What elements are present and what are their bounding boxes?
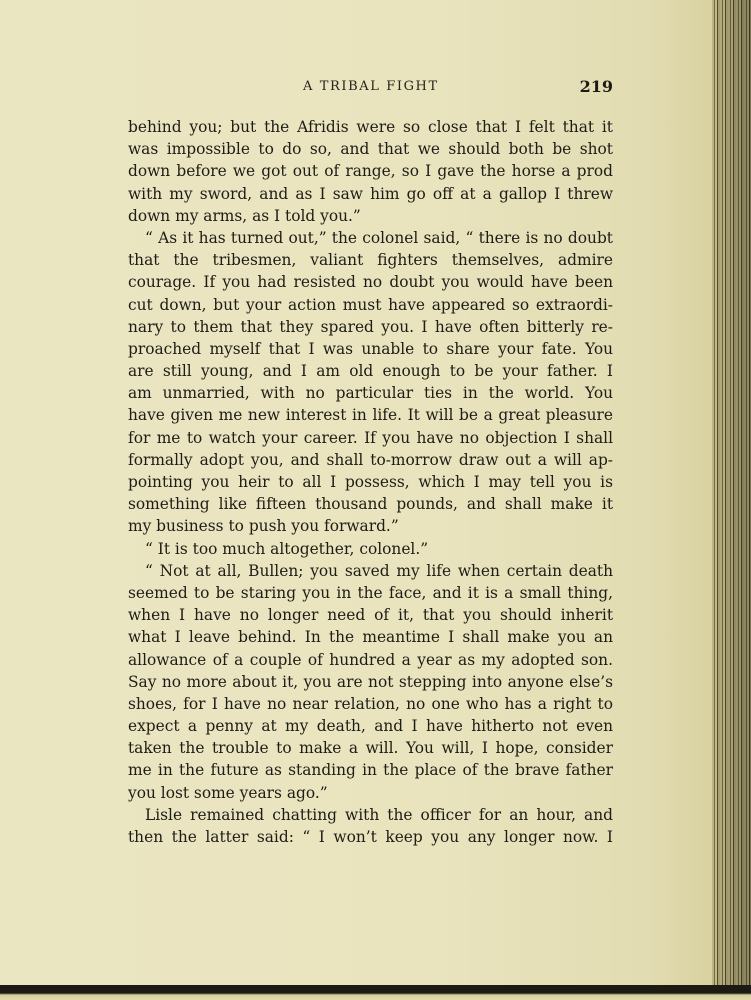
text-line: Lisle remained chatting with the officer for an hour, and xyxy=(145,805,613,824)
text-line: have given me new interest in life. It will be a great pleasure xyxy=(128,406,613,425)
text-line: cut down, but your action must have appeared so extraordi- xyxy=(128,295,613,314)
text-line: shoes, for I have no near relation, no one who has a right to xyxy=(128,694,613,713)
text-line: “ Not at all, Bullen; you saved my life when certain death xyxy=(145,561,613,580)
running-head xyxy=(128,79,613,99)
text-line: behind you; but the Afridis were so close that I felt that it xyxy=(128,118,613,136)
text-line: “ As it has turned out,” the colonel said, “ there is no doubt xyxy=(145,228,613,247)
text-line: with my sword, and as I saw him go off at a gallop I threw xyxy=(128,184,613,203)
text-line: for me to watch your career. If you have no objection I shall xyxy=(128,428,613,447)
text-line: courage. If you had resisted no doubt you would have been xyxy=(128,273,613,292)
text-line: expect a penny at my death, and I have hitherto not even xyxy=(128,717,613,736)
text-line: then the latter said: “ I won’t keep you any longer now. I xyxy=(128,828,613,846)
page-edge-shadow xyxy=(712,0,751,1000)
text-line: that the tribesmen, valiant fighters themselves, admire xyxy=(128,251,613,270)
bottom-edge xyxy=(0,985,751,1000)
text-line: me in the future as standing in the place of the brave father xyxy=(128,761,613,780)
text-line: seemed to be staring you in the face, and it is a small thing, xyxy=(128,583,613,602)
text-line: you lost some years ago.” xyxy=(128,783,328,802)
text-line: when I have no longer need of it, that you should inherit xyxy=(128,606,613,625)
page-edge-stack xyxy=(712,0,751,1000)
text-line: Say no more about it, you are not stepping into anyone else’s xyxy=(128,672,613,691)
text-line: allowance of a couple of hundred a year as my adopted son. xyxy=(128,650,613,669)
running-title: A TRIBAL FIGHT xyxy=(303,79,439,94)
text-line: what I leave behind. In the meantime I shall make you an xyxy=(128,628,613,647)
text-line: proached myself that I was unable to share your fate. You xyxy=(128,339,613,358)
text-line: pointing you heir to all I possess, which I may tell you is xyxy=(128,473,613,491)
text-line: down my arms, as I told you.” xyxy=(128,206,361,225)
text-line: are still young, and I am old enough to be your father. I xyxy=(128,362,613,381)
text-line: am unmarried, with no particular ties in the world. You xyxy=(128,384,613,403)
text-line: something like fifteen thousand pounds, and shall make it xyxy=(128,495,613,514)
text-line: down before we got out of range, so I gave the horse a prod xyxy=(128,162,613,181)
page-number: 219 xyxy=(579,77,613,96)
text-line: formally adopt you, and shall to-morrow draw out a will ap- xyxy=(128,450,613,469)
text-line: nary to them that they spared you. I have often bitterly re- xyxy=(128,317,613,336)
text-line: my business to push you forward.” xyxy=(128,517,399,536)
text-line: taken the trouble to make a will. You will, I hope, consider xyxy=(128,739,613,758)
text-line: was impossible to do so, and that we should both be shot xyxy=(128,140,613,159)
body-text xyxy=(128,116,613,848)
text-line: “ It is too much altogether, colonel.” xyxy=(145,539,429,558)
